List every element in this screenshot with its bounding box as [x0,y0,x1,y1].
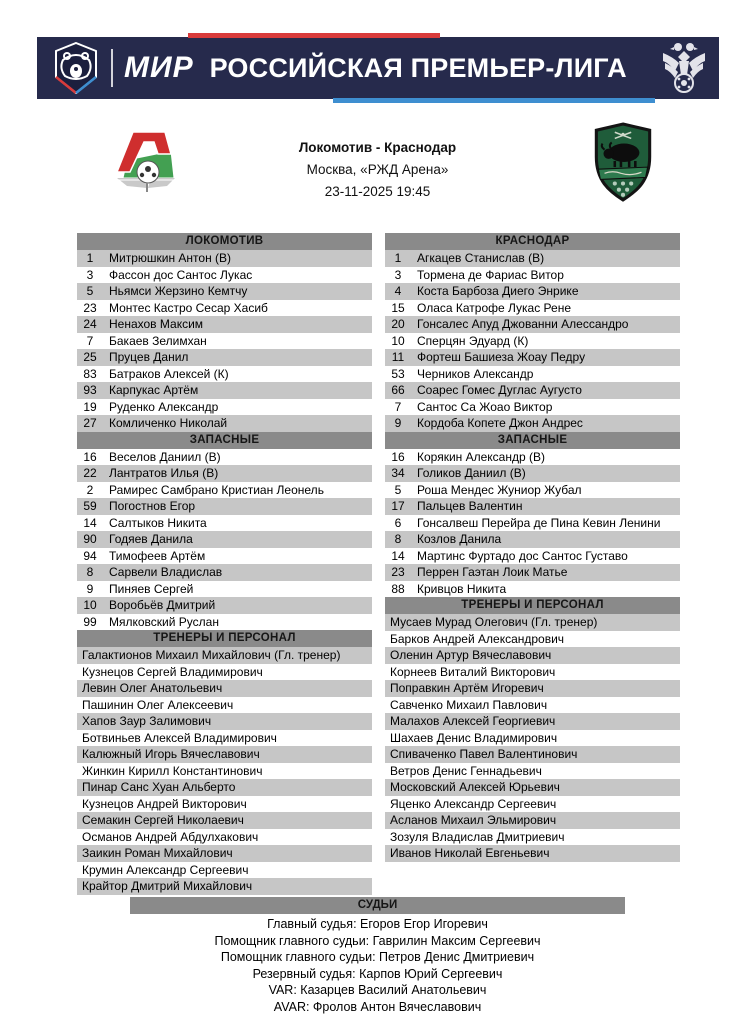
staff-name: Ветров Денис Геннадьевич [390,763,542,778]
player-row [385,300,680,317]
player-name: Сарвели Владислав [109,565,223,579]
staff-row [385,680,680,697]
staff-name: Поправкин Артём Игоревич [390,681,544,695]
player-number: 16 [83,449,97,464]
player-name: Рамирес Самбрано Кристиан Леонель [109,482,324,497]
player-number: 22 [83,466,97,480]
player-number: 94 [83,548,97,563]
player-name: Гонсалвеш Перейра де Пина Кевин Ленини [417,515,661,530]
player-row [385,581,680,598]
staff-name: Жинкин Кирилл Константинович [82,763,263,778]
player-number: 9 [86,581,94,596]
player-number: 11 [391,350,405,364]
rpl-bear-logo [52,42,100,94]
referees-list [0,916,755,1016]
player-row [77,250,372,267]
substitutes-header: ЗАПАСНЫЕ [77,432,372,449]
player-number: 27 [83,416,97,430]
player-name: Салтыков Никита [109,515,207,530]
staff-row [385,763,680,780]
staff-name: Спиваченко Павел Валентинович [390,747,578,761]
player-name: Голиков Даниил (В) [417,466,526,480]
player-name: Тормена де Фариас Витор [417,267,564,282]
player-row [385,531,680,548]
staff-header: ТРЕНЕРЫ И ПЕРСОНАЛ [77,630,372,647]
referee-line: Главный судья: Егоров Егор Игоревич [267,917,488,931]
player-number: 10 [83,598,97,612]
player-row [385,564,680,581]
staff-row [77,796,372,813]
player-row [77,531,372,548]
player-row [77,316,372,333]
player-name: Ньямси Жерзино Кемтчу [109,284,248,298]
away-team-logo [590,122,656,202]
player-name: Комличенко Николай [109,416,228,430]
staff-name: Османов Андрей Абдулхакович [82,829,259,844]
player-name: Тимофеев Артём [109,548,206,563]
match-title: Локомотив - Краснодар [298,140,457,155]
player-number: 88 [391,581,405,596]
player-number: 23 [83,300,97,315]
player-row [77,597,372,614]
player-row [385,250,680,267]
staff-row [77,812,372,829]
referee-line: VAR: Казарцев Василий Анатольевич [268,983,487,998]
player-name: Сантос Са Жоао Виктор [417,399,553,414]
player-row [385,283,680,300]
player-row [77,267,372,284]
player-number: 17 [391,499,405,513]
player-number: 34 [391,466,405,480]
player-row [385,498,680,515]
staff-name: Оленин Артур Вячеславович [390,648,552,662]
player-number: 66 [391,383,405,397]
player-number: 7 [394,399,402,414]
player-number: 3 [394,267,402,282]
staff-row [77,680,372,697]
player-name: Корякин Александр (В) [417,449,545,464]
player-number: 3 [86,267,94,282]
staff-row [385,647,680,664]
player-name: Козлов Данила [417,532,502,546]
player-row [385,267,680,284]
staff-name: Малахов Алексей Георгиевич [390,714,556,728]
staff-row [77,779,372,796]
player-number: 1 [86,251,94,265]
staff-row [385,631,680,648]
referee-line: Резервный судья: Карпов Юрий Сергеевич [252,966,503,981]
player-row [77,399,372,416]
staff-row [77,878,372,895]
player-row [77,498,372,515]
player-number: 83 [83,366,97,381]
player-number: 25 [83,350,97,364]
staff-name: Савченко Михаил Павлович [390,697,548,712]
staff-row [77,664,372,681]
player-number: 14 [83,515,97,530]
player-row [385,449,680,466]
staff-row [77,697,372,714]
staff-name: Ботвиньев Алексей Владимирович [82,730,277,745]
player-row [77,482,372,499]
player-row [385,465,680,482]
player-row [385,333,680,350]
player-name: Пиняев Сергей [109,581,194,596]
player-row [77,548,372,565]
player-name: Лантратов Илья (В) [109,466,219,480]
player-number: 90 [83,532,97,546]
referee-line: Помощник главного судьи: Петров Денис Дмитриевич [220,950,535,965]
staff-row [77,829,372,846]
player-number: 5 [86,284,94,298]
player-name: Батраков Алексей (К) [109,366,229,381]
player-row [385,482,680,499]
player-name: Бакаев Зелимхан [109,333,207,348]
player-name: Веселов Даниил (В) [109,449,221,464]
player-name: Роша Мендес Жуниор Жубал [417,482,582,497]
player-number: 16 [391,449,405,464]
staff-name: Пашинин Олег Алексеевич [82,697,234,712]
player-row [385,515,680,532]
staff-name: Кузнецов Андрей Викторович [82,796,247,811]
player-number: 23 [391,565,405,579]
player-name: Коста Барбоза Диего Энрике [417,284,579,298]
referee-line: AVAR: Фролов Антон Вячеславович [273,999,482,1014]
player-name: Фассон дос Сантос Лукас [109,267,253,282]
referee-line: Помощник главного судьи: Гаврилин Максим Сергеевич [214,933,541,948]
player-name: Годяев Данила [109,532,193,546]
player-number: 15 [391,300,405,315]
player-name: Фортеш Башиеза Жоау Педру [417,350,586,364]
player-row [77,333,372,350]
player-name: Карпукас Артём [109,383,199,397]
staff-name: Зозуля Владислав Дмитриевич [390,829,565,844]
rfu-eagle-logo [661,41,707,95]
staff-name: Барков Андрей Александрович [390,631,565,646]
substitutes-header: ЗАПАСНЫЕ [385,432,680,449]
staff-header: ТРЕНЕРЫ И ПЕРСОНАЛ [385,597,680,614]
mir-logo: МИР [124,51,194,84]
player-name: Ненахов Максим [109,317,204,331]
staff-row [385,845,680,862]
player-number: 19 [83,399,97,414]
player-name: Мялковский Руслан [109,614,219,629]
away-team-table [385,233,680,862]
staff-name: Хапов Заур Залимович [82,714,212,728]
staff-row [385,713,680,730]
player-row [77,283,372,300]
player-number: 14 [391,548,405,563]
player-row [385,316,680,333]
referees-header: СУДЬИ [130,897,625,914]
staff-row [385,730,680,747]
player-row [385,548,680,565]
player-row [77,349,372,366]
player-name: Кривцов Никита [417,581,507,596]
player-number: 93 [83,383,97,397]
player-row [77,581,372,598]
team-name-header: ЛОКОМОТИВ [77,233,372,250]
player-row [77,382,372,399]
player-name: Руденко Александр [109,399,219,414]
league-title: РОССИЙСКАЯ ПРЕМЬЕР-ЛИГА [209,52,627,83]
player-name: Воробьёв Дмитрий [109,598,216,612]
player-row [77,465,372,482]
player-name: Пальцев Валентин [417,499,523,513]
player-row [385,366,680,383]
staff-name: Калюжный Игорь Вячеславович [82,747,260,761]
player-number: 9 [394,416,402,430]
player-row [77,366,372,383]
staff-name: Иванов Николай Евгеньевич [390,846,550,860]
player-number: 8 [86,565,94,579]
staff-row [385,664,680,681]
red-accent-stripe [188,33,440,38]
staff-row [77,647,372,664]
player-name: Черников Александр [417,366,534,381]
staff-row [77,845,372,862]
home-team-table [77,233,372,895]
player-number: 4 [394,284,402,298]
header-divider [111,49,113,87]
staff-row [385,812,680,829]
staff-row [385,746,680,763]
player-name: Соарес Гомес Дуглас Аугусто [417,383,582,397]
player-number: 2 [86,482,94,497]
staff-row [385,829,680,846]
staff-row [77,763,372,780]
player-name: Кордоба Копете Джон Андрес [417,416,583,430]
staff-name: Крайтор Дмитрий Михайлович [82,879,253,893]
player-number: 1 [394,251,402,265]
staff-row [77,713,372,730]
player-number: 5 [394,482,402,497]
player-row [77,614,372,631]
staff-row [385,796,680,813]
player-number: 59 [83,499,97,513]
player-number: 53 [391,366,405,381]
player-number: 24 [83,317,97,331]
staff-row [77,746,372,763]
player-number: 7 [86,333,94,348]
player-name: Митрюшкин Антон (В) [109,251,232,265]
match-datetime: 23-11-2025 19:45 [324,184,431,199]
staff-name: Пинар Санс Хуан Альберто [82,780,236,794]
staff-name: Заикин Роман Михайлович [82,846,233,860]
player-row [385,349,680,366]
player-row [77,415,372,432]
player-row [385,382,680,399]
staff-name: Кузнецов Сергей Владимирович [82,664,263,679]
staff-row [385,779,680,796]
player-name: Оласа Катрофе Лукас Рене [417,300,571,315]
staff-name: Шахаев Денис Владимирович [390,730,558,745]
player-row [77,515,372,532]
staff-name: Семакин Сергей Николаевич [82,813,244,827]
player-number: 6 [394,515,402,530]
match-venue: Москва, «РЖД Арена» [306,162,449,177]
staff-name: Левин Олег Анатольевич [82,681,223,695]
player-row [385,399,680,416]
staff-name: Крумин Александр Сергеевич [82,862,249,877]
staff-name: Галактионов Михаил Михайлович (Гл. тренер) [82,648,341,662]
player-number: 8 [394,532,402,546]
player-row [385,415,680,432]
staff-name: Яценко Александр Сергеевич [390,796,557,811]
blue-accent-stripe [333,98,655,103]
staff-row [77,730,372,747]
player-number: 99 [83,614,97,629]
player-row [77,449,372,466]
player-number: 20 [391,317,405,331]
staff-row [385,614,680,631]
player-name: Сперцян Эдуард (К) [417,333,529,348]
staff-row [385,697,680,714]
player-row [77,300,372,317]
player-name: Погостнов Егор [109,499,196,513]
player-name: Перрен Гаэтан Лоик Матье [417,565,568,579]
staff-name: Корнеев Виталий Викторович [390,664,556,679]
player-name: Агкацев Станислав (В) [417,251,545,265]
team-name-header: КРАСНОДАР [385,233,680,250]
player-number: 10 [391,333,405,348]
staff-name: Мусаев Мурад Олегович (Гл. тренер) [390,615,598,629]
player-row [77,564,372,581]
player-name: Гонсалес Апуд Джованни Алессандро [417,317,629,331]
player-name: Монтес Кастро Сесар Хасиб [109,300,268,315]
staff-name: Асланов Михаил Эльмирович [390,813,557,827]
player-name: Мартинс Фуртадо дос Сантос Густаво [417,548,628,563]
player-name: Пруцев Данил [109,350,189,364]
staff-name: Московский Алексей Юрьевич [390,780,560,794]
league-header-bar [37,37,719,99]
staff-row [77,862,372,879]
